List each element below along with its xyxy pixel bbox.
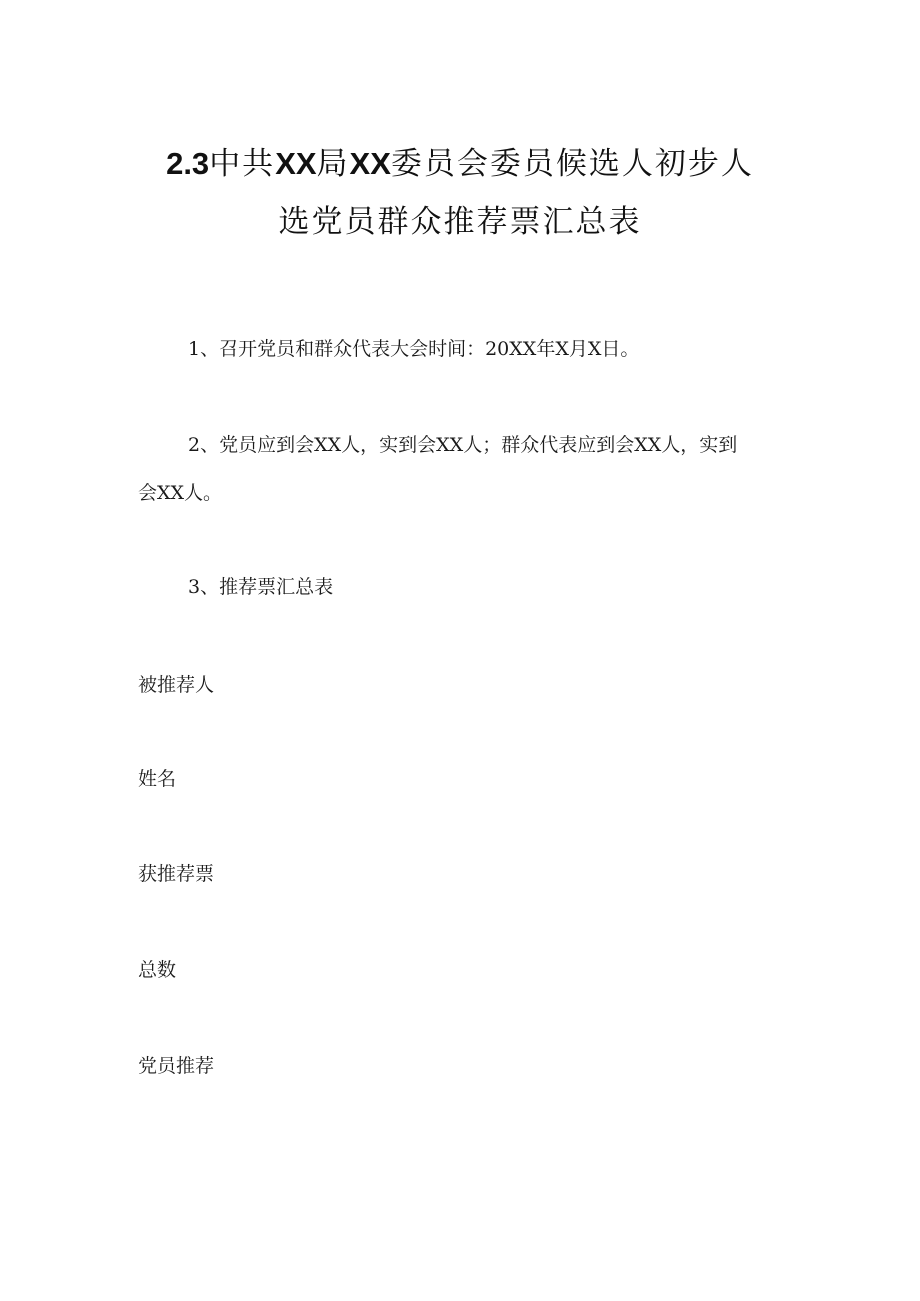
title-section-number: 2.3 xyxy=(166,146,210,181)
title-text-e: 委员会委员候选人初步人 xyxy=(390,146,754,182)
label-total: 总数 xyxy=(138,959,177,981)
document-title-line-2: 选党员群众推荐票汇总表 xyxy=(278,204,642,240)
label-name: 姓名 xyxy=(138,768,177,790)
title-text-c: 局 xyxy=(316,146,350,182)
label-party-member-recommend: 党员推荐 xyxy=(138,1055,215,1077)
paragraph-attendance-line-1: 2、党员应到会XX人，实到会XX人；群众代表应到会XX人，实到 xyxy=(188,434,738,456)
document-title-line-1 xyxy=(0,142,920,186)
paragraph-summary-table-heading: 3、推荐票汇总表 xyxy=(188,576,334,598)
paragraph-meeting-time: 1、召开党员和群众代表大会时间：20XX年X月X日。 xyxy=(188,338,640,360)
title-placeholder-xx-2: XX xyxy=(349,146,391,181)
paragraph-attendance-line-2: 会XX人。 xyxy=(138,482,223,504)
title-text-a: 中共 xyxy=(209,146,276,182)
title-placeholder-xx-1: XX xyxy=(275,146,317,181)
label-nominee: 被推荐人 xyxy=(138,674,215,696)
label-votes-received: 获推荐票 xyxy=(138,863,215,885)
